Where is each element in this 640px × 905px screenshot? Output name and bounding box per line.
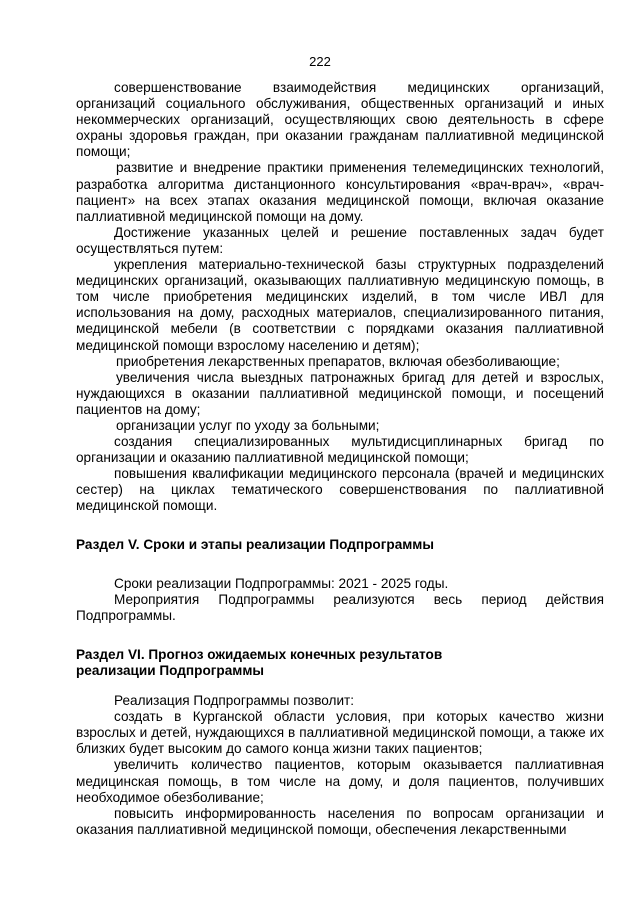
paragraph: создать в Курганской области условия, при которых качество жизни взрослых и детей, нуждающихся в паллиативной медицинской помощи, а также их близких будет высоким до самого конца жизни таких пациентов; xyxy=(76,709,604,757)
section-heading: Раздел VI. Прогноз ожидаемых конечных результатов xyxy=(76,646,443,662)
paragraph: Мероприятия Подпрограммы реализуются весь период действия Подпрограммы. xyxy=(76,591,604,623)
section-heading-line2: реализации Подпрограммы xyxy=(76,663,264,678)
paragraph: организации услуг по уходу за больными; xyxy=(116,417,380,433)
page-number: 222 xyxy=(309,54,331,69)
paragraph: Достижение указанных целей и решение поставленных задач будет осуществляться путем: xyxy=(76,224,604,256)
paragraph: увеличения числа выездных патронажных бригад для детей и взрослых, нуждающихся в оказании паллиативной медицинской помощи, и посещений пациентов на дому; xyxy=(76,369,604,417)
paragraph: совершенствование взаимодействия медицинских организаций, организаций социального обслуживания, общественных организаций и иных некоммерческих организаций, осуществляющих свою деятельность в сфере охраны здоровья граждан, при оказании гражданам паллиативной медицинской помощи; xyxy=(76,80,604,160)
paragraph: приобретения лекарственных препаратов, включая обезболивающие; xyxy=(116,353,560,369)
paragraph: повышения квалификации медицинского персонала (врачей и медицинских сестер) на циклах тематического совершенствования по паллиативной медицинской помощи. xyxy=(76,466,604,514)
paragraph: развитие и внедрение практики применения телемедицинских технологий, разработка алгоритма дистанционного консультирования «врач-врач», «врач-пациент» на всех этапах оказания медицинской помощи, включая оказание паллиативной медицинской помощи на дому. xyxy=(76,160,604,224)
paragraph: Реализация Подпрограммы позволит: xyxy=(114,693,355,709)
paragraph: создания специализированных мультидисциплинарных бригад по организации и оказанию паллиативной медицинской помощи; xyxy=(76,434,604,466)
paragraph: укрепления материально-технической базы структурных подразделений медицинских организаций, оказывающих паллиативную медицинскую помощь, в том числе приобретения медицинских изделий, в том числе ИВЛ для использования на дому, расходных материалов, специализированного питания, медицинской мебели (в соответствии с порядками оказания паллиативной медицинской помощи взрослому населению и детям); xyxy=(76,257,604,353)
section-heading: Раздел V. Сроки и этапы реализации Подпрограммы xyxy=(76,536,434,552)
paragraph: повысить информированность населения по вопросам организации и оказания паллиативной медицинской помощи, обеспечения лекарственными xyxy=(76,805,604,837)
paragraph: Сроки реализации Подпрограммы: 2021 - 2025 годы. xyxy=(114,575,449,591)
page-body xyxy=(76,80,604,838)
paragraph: увеличить количество пациентов, которым оказывается паллиативная медицинская помощь, в том числе на дому, и доля пациентов, получивших необходимое обезболивание; xyxy=(76,757,604,805)
